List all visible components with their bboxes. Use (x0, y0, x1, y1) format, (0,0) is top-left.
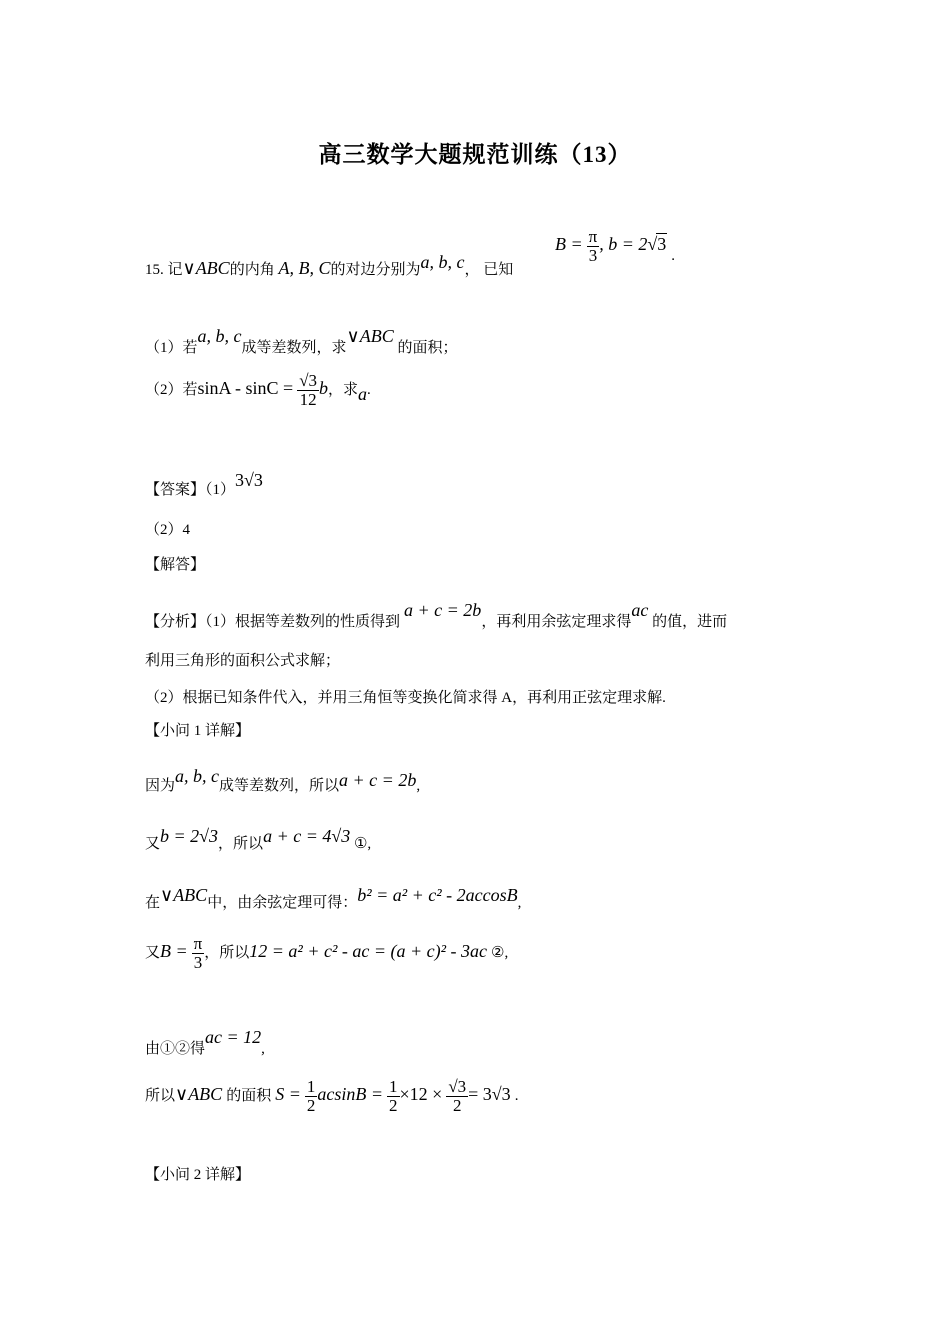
pi-over-3-fraction: $\frac{\pi}{3}$ (588, 227, 598, 265)
analysis-line-1: 【分析】（1）根据等差数列的性质得到a + c = 2b，再利用余弦定理求得ac 的值，进而 (145, 600, 728, 630)
detail-1-line-3: 在∨ABC中，由余弦定理可得：b² = a² + c² - 2accosB, (145, 885, 522, 911)
analysis-line-3: （2）根据已知条件代入，并用三角恒等变换化简求得 A，再利用正弦定理求解. (145, 690, 666, 706)
question-2: （2）若sinA - sinC = $\frac{√3}{12}$ b，求a. (145, 371, 371, 409)
analysis-line-2: 利用三角形的面积公式求解； (145, 653, 341, 669)
detail-1-header: 【小问 1 详解】 (145, 723, 251, 739)
answer-part-2: （2）4 (145, 522, 191, 538)
given-condition: B = $\frac{\pi}{3}$ , b = 2√3 . (555, 227, 676, 265)
detail-2-header: 【小问 2 详解】 (145, 1167, 251, 1183)
detail-1-line-4: 又B = $\frac{\pi}{3}$ ，所以12 = a² + c² - ac = (a + c)² - 3ac ②, (145, 934, 509, 972)
detail-1-line-1: 因为a, b, c成等差数列，所以a + c = 2b, (145, 766, 421, 794)
detail-1-line-6: 所以∨ABC 的面积 S = $\frac{1}{2}$ acsinB = $\frac{1}{2}$ ×12 × $\frac{√3}{2}$ = 3√3 . (145, 1077, 519, 1115)
triangle-symbol: ∨ABC (182, 258, 230, 278)
answer-line: 【答案】（1）3√3 (145, 470, 263, 498)
question-1: （1）若a, b, c成等差数列，求∨ABC 的面积； (145, 326, 458, 356)
solution-label: 【解答】 (145, 557, 206, 573)
problem-statement: 15. 记∨ABC的内角 A, B, C的对边分别为a, b, c， 已知 (145, 252, 514, 278)
detail-1-line-2: 又b = 2√3，所以a + c = 4√3 ①, (145, 826, 372, 852)
page-title: 高三数学大题规范训练（13） (318, 142, 632, 167)
detail-1-line-5: 由①②得ac = 12, (145, 1027, 265, 1057)
